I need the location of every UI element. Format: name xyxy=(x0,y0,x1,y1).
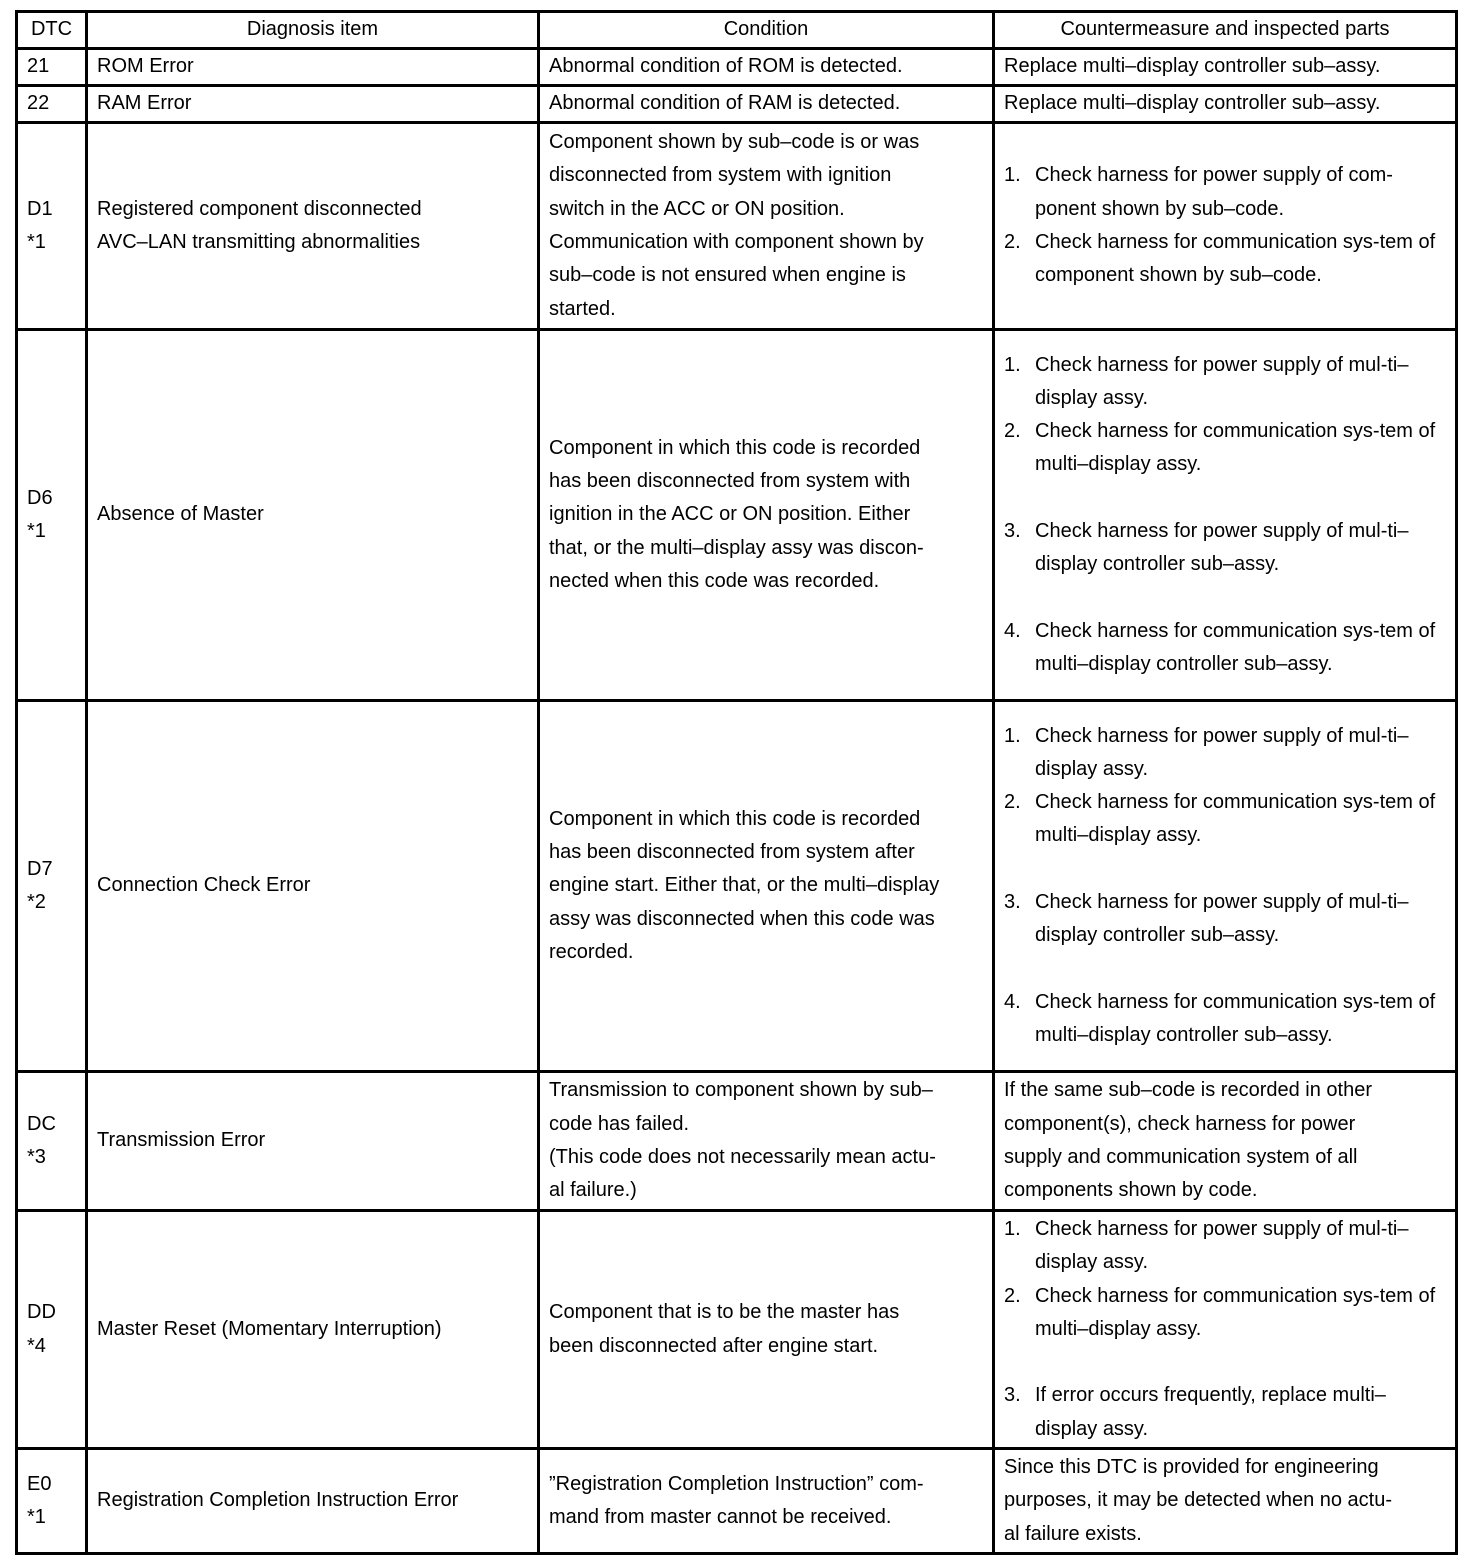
countermeasure-line: If the same sub–code is recorded in other xyxy=(1004,1079,1372,1102)
dtc-code-cell xyxy=(17,49,87,86)
dtc-code: 21 xyxy=(27,55,50,78)
dtc-code: D6 xyxy=(27,486,53,509)
condition-line: Abnormal condition of RAM is detected. xyxy=(549,92,901,115)
dtc-code: E0 xyxy=(27,1472,52,1495)
condition-line: been disconnected after engine start. xyxy=(549,1334,879,1357)
condition-cell xyxy=(539,701,994,1072)
condition-line: started. xyxy=(549,297,616,320)
header-row xyxy=(17,12,1457,49)
countermeasure-cell xyxy=(994,123,1457,330)
countermeasure-step xyxy=(1004,886,1446,953)
countermeasure-cell xyxy=(994,1072,1457,1211)
condition-line: disconnected from system with ignition xyxy=(549,164,892,187)
condition-line: Transmission to component shown by sub– xyxy=(549,1079,933,1102)
condition-line: assy was disconnected when this code was xyxy=(549,907,935,930)
dtc-code: DC xyxy=(27,1112,56,1135)
step-text: Check harness for power supply of mul-ti–display assy. xyxy=(1035,1217,1409,1274)
condition-line: (This code does not necessarily mean actu- xyxy=(549,1146,936,1168)
table-row xyxy=(17,123,1457,330)
condition-line: Abnormal condition of ROM is detected. xyxy=(549,55,903,78)
step-text: Check harness for communication sys-tem of multi–display assy. xyxy=(1035,420,1436,476)
dtc-code: DD xyxy=(27,1301,56,1324)
condition-cell xyxy=(539,49,994,86)
table-row xyxy=(17,701,1457,1072)
table-row xyxy=(17,1449,1457,1554)
diagnosis-item: ROM Error xyxy=(97,55,194,78)
dtc-code-cell xyxy=(17,1449,87,1554)
condition-line: Component in which this code is recorded xyxy=(549,436,921,459)
dtc-footnote-mark: *1 xyxy=(27,520,46,542)
countermeasure-steps xyxy=(1004,349,1446,682)
dtc-code-cell xyxy=(17,86,87,123)
countermeasure-cell xyxy=(994,49,1457,86)
diagnosis-item: AVC–LAN transmitting abnormalities xyxy=(97,231,421,253)
condition-line: Component shown by sub–code is or was xyxy=(549,131,920,154)
step-text: Check harness for communication sys-tem of multi–display assy. xyxy=(1035,791,1436,847)
condition-line: code has failed. xyxy=(549,1112,690,1135)
countermeasure-line: components shown by code. xyxy=(1004,1179,1258,1202)
condition-line: sub–code is not ensured when engine is xyxy=(549,264,906,287)
countermeasure-cell xyxy=(994,86,1457,123)
diagnosis-item: Transmission Error xyxy=(97,1129,266,1152)
countermeasure-step xyxy=(1004,720,1446,787)
step-text: Check harness for power supply of mul-ti–display controller sub–assy. xyxy=(1035,520,1409,576)
countermeasure-line: al failure exists. xyxy=(1004,1522,1142,1545)
condition-cell xyxy=(539,86,994,123)
countermeasure-cell xyxy=(994,701,1457,1072)
step-text: Check harness for power supply of com-ponent shown by sub–code. xyxy=(1035,164,1393,220)
dtc-code-cell xyxy=(17,1211,87,1449)
dtc-code-cell xyxy=(17,330,87,701)
dtc-footnote-mark: *1 xyxy=(27,1506,46,1528)
table-row xyxy=(17,49,1457,86)
countermeasure-cell xyxy=(994,330,1457,701)
step-text: Check harness for power supply of mul-ti–display controller sub–assy. xyxy=(1035,891,1409,947)
dtc-code: 22 xyxy=(27,92,50,115)
countermeasure-line: supply and communication system of all xyxy=(1004,1146,1358,1168)
countermeasure-steps xyxy=(1004,159,1446,292)
condition-line: engine start. Either that, or the multi–display xyxy=(549,874,940,897)
diagnosis-item: Connection Check Error xyxy=(97,874,311,897)
dtc-code-cell xyxy=(17,123,87,330)
condition-cell xyxy=(539,1211,994,1449)
diagnosis-item-cell xyxy=(87,701,539,1072)
header-dtc: DTC xyxy=(17,12,87,49)
step-text: Check harness for communication sys-tem of component shown by sub–code. xyxy=(1035,231,1436,287)
header-condition: Condition xyxy=(539,12,994,49)
header-countermeasure: Countermeasure and inspected parts xyxy=(994,12,1457,49)
countermeasure-step xyxy=(1004,1280,1446,1347)
countermeasure-cell xyxy=(994,1211,1457,1449)
countermeasure-step xyxy=(1004,226,1446,293)
condition-line: Communication with component shown by xyxy=(549,231,924,253)
table-row xyxy=(17,86,1457,123)
diagnosis-item-cell xyxy=(87,1211,539,1449)
condition-cell xyxy=(539,123,994,330)
condition-cell xyxy=(539,330,994,701)
dtc-footnote-mark: *2 xyxy=(27,891,46,913)
header-diagnosis-item: Diagnosis item xyxy=(87,12,539,49)
diagnosis-item: Master Reset (Momentary Interruption) xyxy=(97,1317,442,1340)
step-text: Check harness for power supply of mul-ti–display assy. xyxy=(1035,724,1409,780)
dtc-code-cell xyxy=(17,1072,87,1211)
dtc-footnote-mark: *1 xyxy=(27,231,46,253)
condition-line: has been disconnected from system with xyxy=(549,470,911,493)
condition-line: nected when this code was recorded. xyxy=(549,569,880,592)
table-row xyxy=(17,1072,1457,1211)
countermeasure-step xyxy=(1004,415,1446,482)
diagnosis-item: Registration Completion Instruction Error xyxy=(97,1489,459,1512)
dtc-code: D7 xyxy=(27,857,53,880)
condition-cell xyxy=(539,1072,994,1211)
countermeasure-step xyxy=(1004,986,1446,1053)
countermeasure-step xyxy=(1004,349,1446,416)
diagnosis-item-cell xyxy=(87,49,539,86)
dtc-code-cell xyxy=(17,701,87,1072)
countermeasure-step xyxy=(1004,615,1446,682)
countermeasure-steps xyxy=(1004,720,1446,1053)
diagnosis-item-cell xyxy=(87,123,539,330)
condition-line: that, or the multi–display assy was discon- xyxy=(549,536,924,559)
table-row xyxy=(17,330,1457,701)
step-text: Check harness for communication sys-tem of multi–display controller sub–assy. xyxy=(1035,990,1436,1047)
condition-line: mand from master cannot be received. xyxy=(549,1506,892,1528)
countermeasure-line: component(s), check harness for power xyxy=(1004,1112,1356,1135)
diagnosis-item: Absence of Master xyxy=(97,503,264,526)
diagnosis-item: Registered component disconnected xyxy=(97,197,422,220)
countermeasure-steps xyxy=(1004,1213,1446,1446)
condition-line: switch in the ACC or ON position. xyxy=(549,197,845,220)
countermeasure-line: Since this DTC is provided for engineering xyxy=(1004,1456,1379,1479)
condition-line: recorded. xyxy=(549,940,634,963)
countermeasure-step xyxy=(1004,515,1446,582)
countermeasure-cell xyxy=(994,1449,1457,1554)
dtc-footnote-mark: *3 xyxy=(27,1146,46,1168)
step-text: If error occurs frequently, replace multi–display assy. xyxy=(1035,1384,1386,1440)
step-text: Check harness for power supply of mul-ti–display assy. xyxy=(1035,353,1409,409)
countermeasure-step xyxy=(1004,1213,1446,1280)
countermeasure-text: Replace multi–display controller sub–assy. xyxy=(1004,55,1381,78)
dtc-footnote-mark: *4 xyxy=(27,1334,46,1357)
diagnosis-item-cell xyxy=(87,1072,539,1211)
step-text: Check harness for communication sys-tem of multi–display controller sub–assy. xyxy=(1035,619,1436,676)
countermeasure-text: Replace multi–display controller sub–assy. xyxy=(1004,92,1381,115)
condition-line: ignition in the ACC or ON position. Either xyxy=(549,503,911,526)
countermeasure-step xyxy=(1004,786,1446,853)
diagnosis-item-cell xyxy=(87,1449,539,1554)
table-row xyxy=(17,1211,1457,1449)
condition-line: al failure.) xyxy=(549,1179,637,1202)
countermeasure-step xyxy=(1004,1379,1446,1446)
step-text: Check harness for communication sys-tem of multi–display assy. xyxy=(1035,1284,1436,1340)
dtc-table xyxy=(15,10,1458,1555)
diagnosis-item: RAM Error xyxy=(97,92,192,115)
diagnosis-item-cell xyxy=(87,86,539,123)
condition-line: has been disconnected from system after xyxy=(549,841,915,864)
condition-line: ”Registration Completion Instruction” com- xyxy=(549,1472,924,1495)
dtc-code: D1 xyxy=(27,197,53,220)
condition-line: Component in which this code is recorded xyxy=(549,807,921,830)
diagnosis-item-cell xyxy=(87,330,539,701)
condition-cell xyxy=(539,1449,994,1554)
countermeasure-line: purposes, it may be detected when no actu- xyxy=(1004,1489,1393,1512)
condition-line: Component that is to be the master has xyxy=(549,1301,900,1324)
countermeasure-step xyxy=(1004,159,1446,226)
